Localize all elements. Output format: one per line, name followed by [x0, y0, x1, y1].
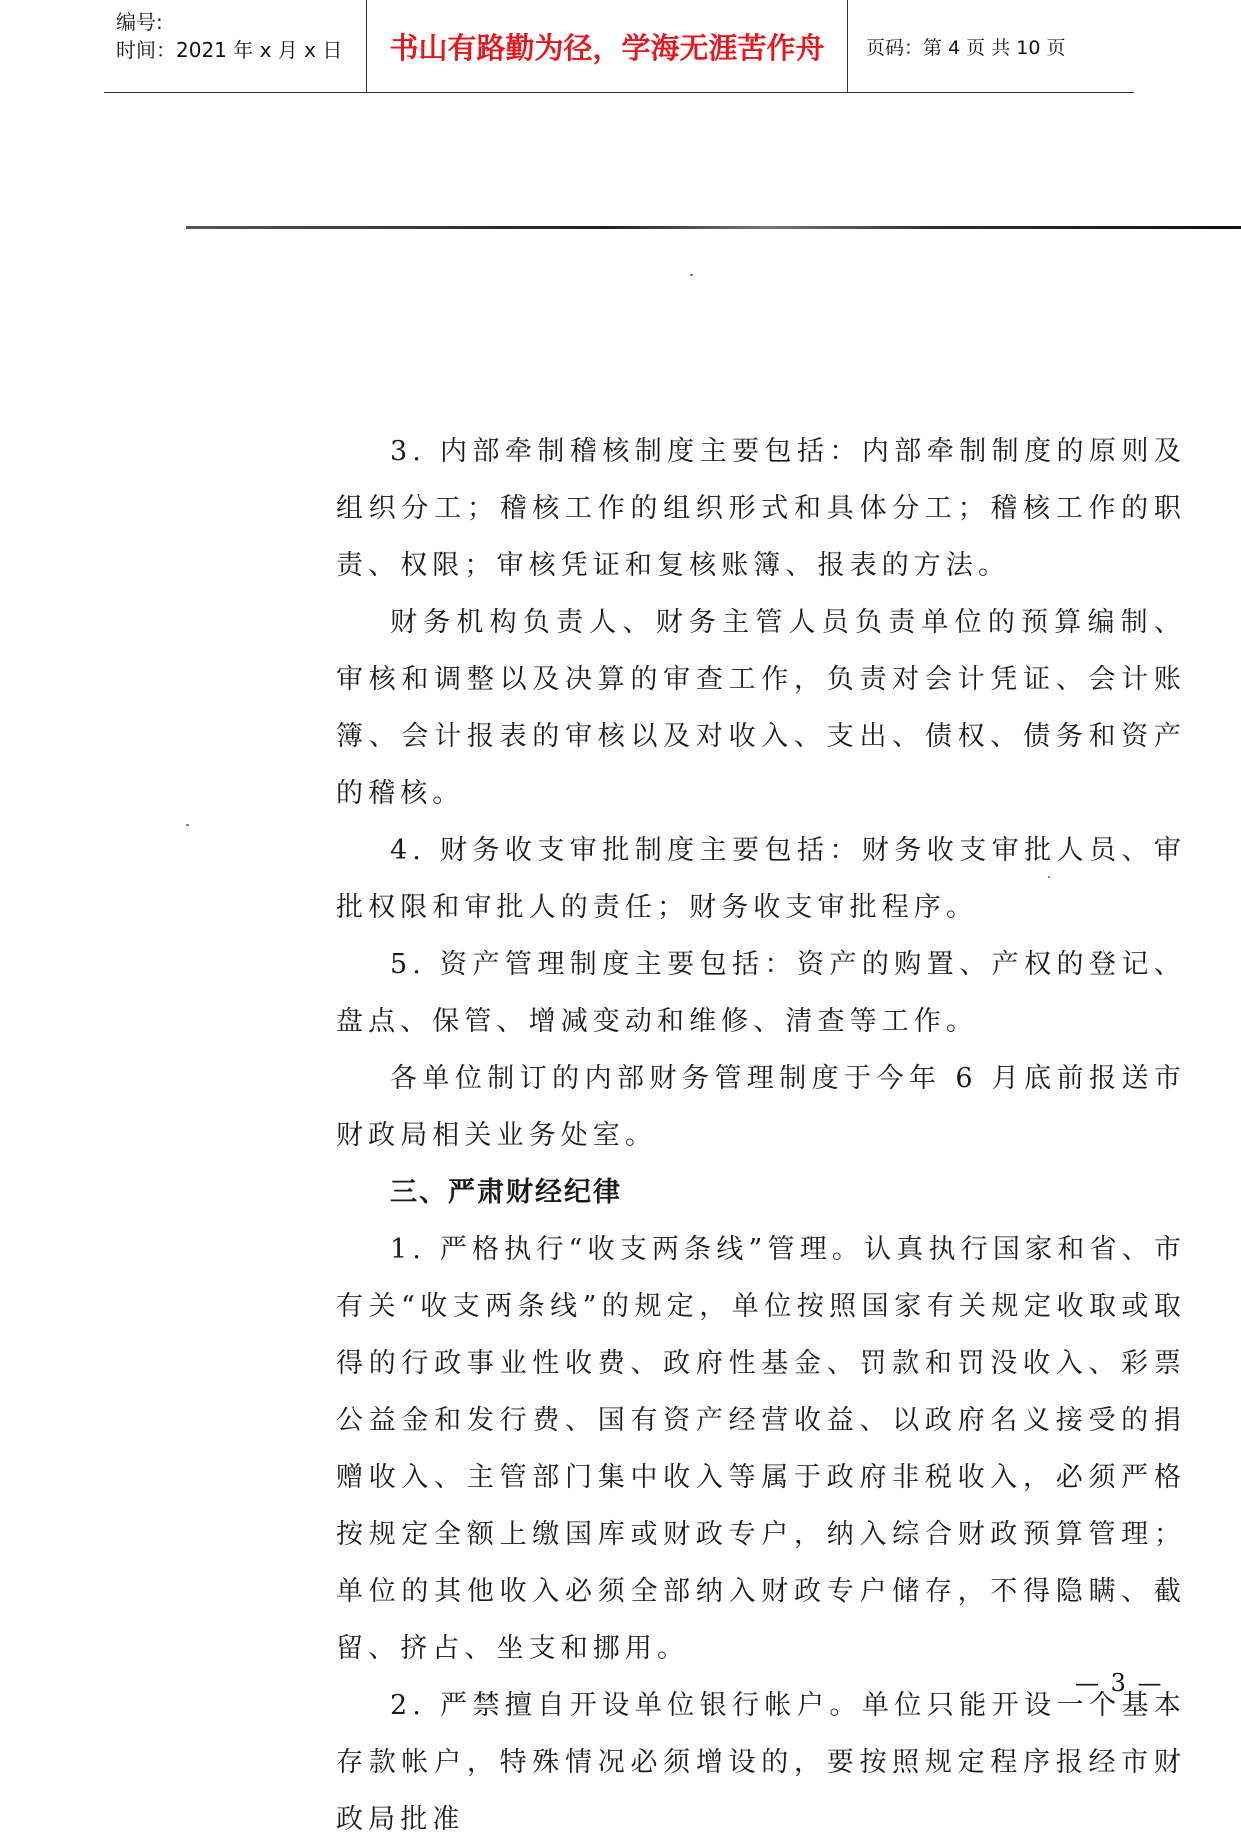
paragraph-approval-system: 4. 财务收支审批制度主要包括：财务收支审批人员、审批权限和审批人的责任；财务收支审批程序。	[336, 835, 1186, 923]
paragraph-asset-management: 5. 资产管理制度主要包括：资产的购置、产权的登记、盘点、保管、增减变动和维修、清查等工作。	[336, 949, 1186, 1037]
paragraph-finance-responsibility: 财务机构负责人、财务主管人员负责单位的预算编制、审核和调整以及决算的审查工作，负责对会计凭证、会计账簿、会计报表的审核以及对收入、支出、债权、债务和资产的稽核。	[336, 607, 1186, 809]
paragraph-bank-accounts: 2. 严禁擅自开设单位银行帐户。单位只能开设一个基本存款帐户，特殊情况必须增设的，要按照规定程序报经市财政局批准	[336, 1690, 1186, 1835]
header-left-cell	[104, 0, 366, 92]
page-header	[104, 0, 1134, 93]
scanned-divider-line	[186, 226, 1241, 229]
document-number-label: 编号:	[116, 10, 163, 34]
section-heading: 三、严肃财经纪律	[390, 1177, 622, 1208]
page-number: — 3 —	[1075, 1669, 1164, 1697]
header-page-info: 页码：第 4 页 共 10 页	[866, 36, 1066, 59]
header-motto: 书山有路勤为径，学海无涯苦作舟	[366, 0, 848, 92]
scan-speck	[690, 274, 693, 276]
document-body	[336, 423, 1186, 1848]
paragraph-internal-control: 3. 内部牵制稽核制度主要包括：内部牵制制度的原则及组织分工；稽核工作的组织形式和具体分工；稽核工作的职责、权限；审核凭证和复核账簿、报表的方法。	[336, 436, 1186, 581]
scan-speck	[186, 824, 189, 826]
document-date: 时间：2021 年 x 月 x 日	[116, 38, 343, 62]
paragraph-submission-deadline: 各单位制订的内部财务管理制度于今年 6 月底前报送市财政局相关业务处室。	[336, 1063, 1186, 1151]
paragraph-two-lines-management: 1. 严格执行“收支两条线”管理。认真执行国家和省、市有关“收支两条线”的规定，单位按照国家有关规定收取或取得的行政事业性收费、政府性基金、罚款和罚没收入、彩票公益金和发行费、国有资产经营收益、以政府名义接受的捐赠收入、主管部门集中收入等属于政府非税收入，必须严格按规定全额上缴国库或财政专户，纳入综合财政预算管理；单位的其他收入必须全部纳入财政专户储存，不得隐瞒、截留、挤占、坐支和挪用。	[336, 1234, 1186, 1664]
